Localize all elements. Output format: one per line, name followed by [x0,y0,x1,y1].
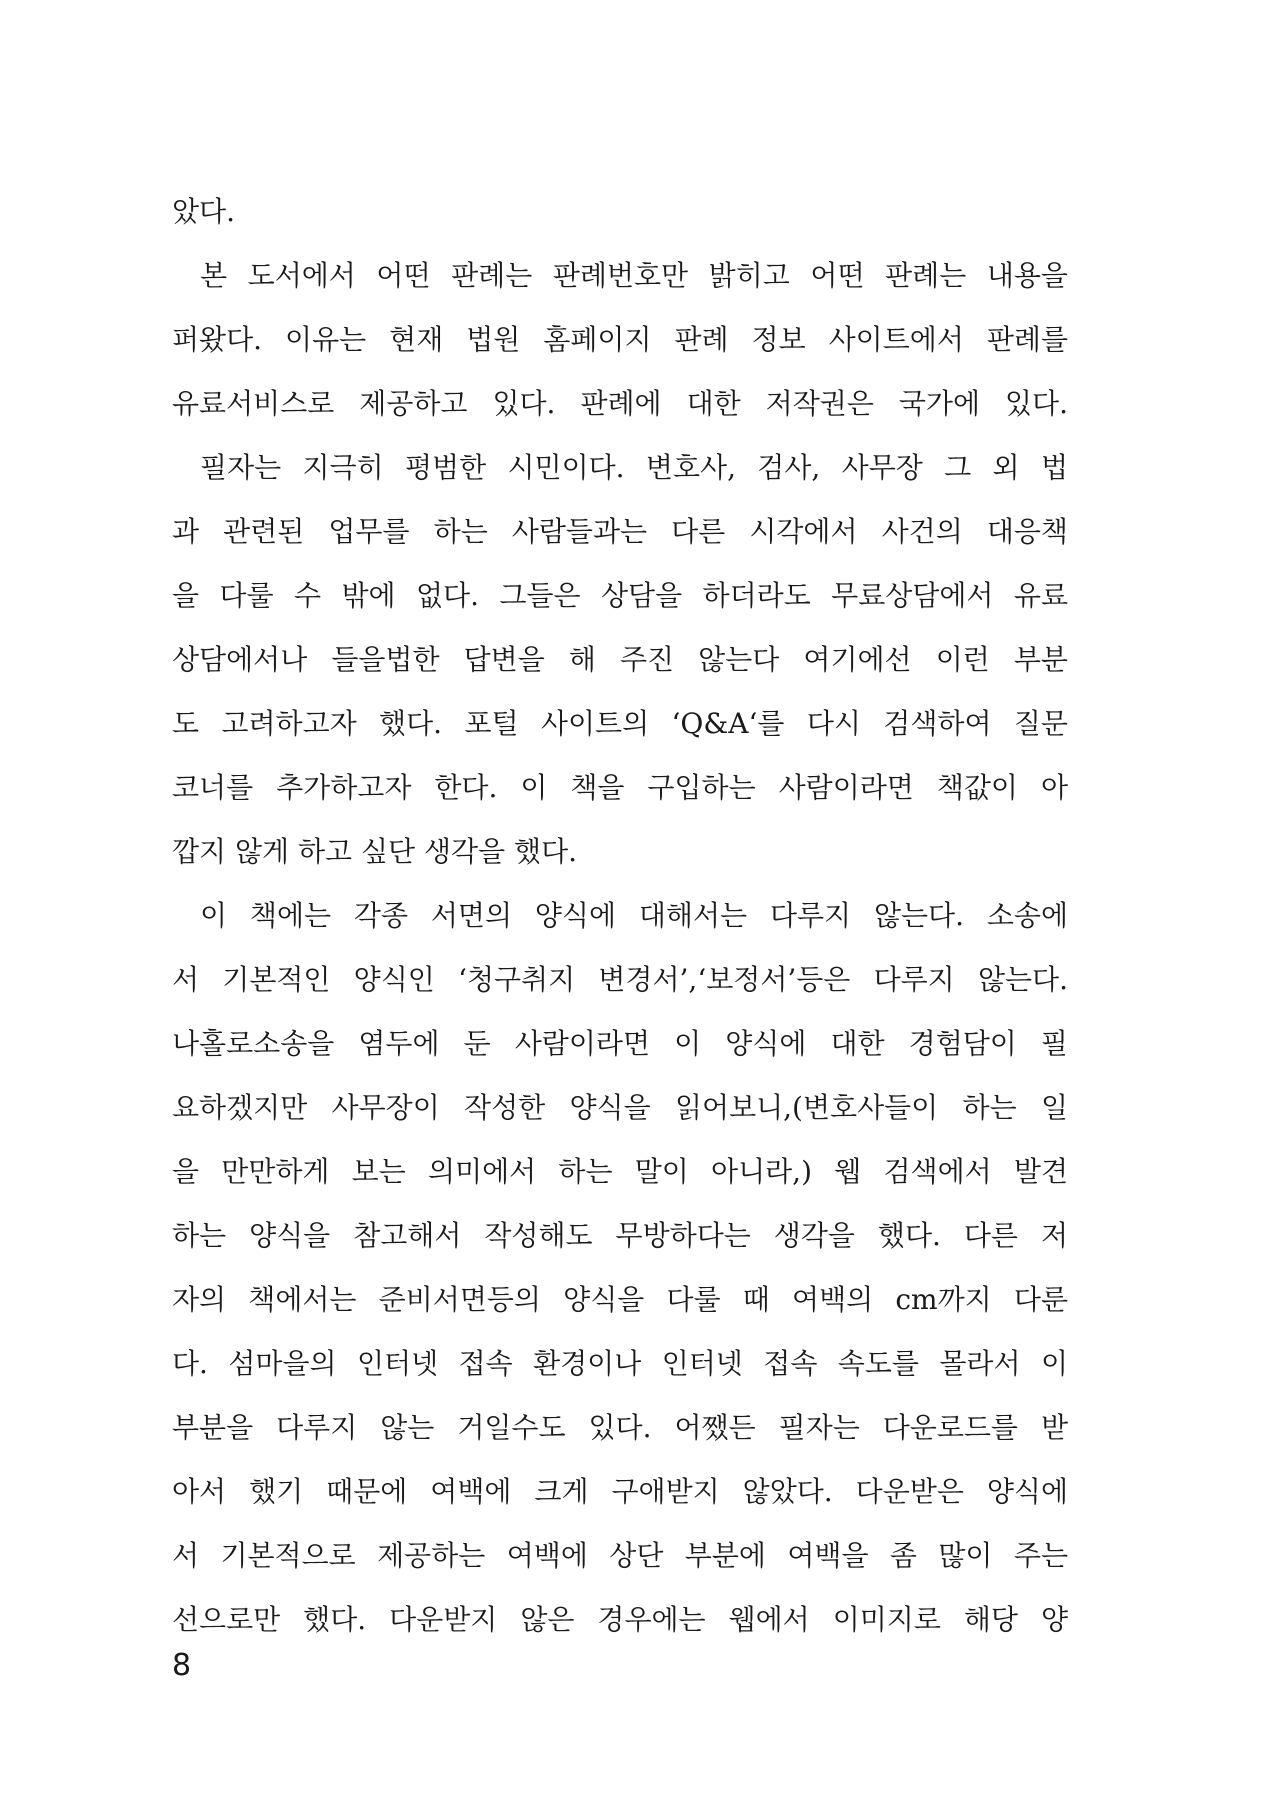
page-number: 8 [172,1648,192,1683]
text-line: 요하겠지만 사무장이 작성한 양식을 읽어보니,(변호사들이 하는 일 [172,1091,1068,1124]
text-line: 코너를 추가하고자 한다. 이 책을 구입하는 사람이라면 책값이 아 [172,771,1068,804]
text-line: 자의 책에서는 준비서면등의 양식을 다룰 때 여백의 cm까지 다룬 [172,1283,1068,1316]
text-line: 나홀로소송을 염두에 둔 사람이라면 이 양식에 대한 경험담이 필 [172,1027,1068,1060]
text-line: 깝지 않게 하고 싶단 생각을 했다. [172,835,578,868]
text-line: 아서 했기 때문에 여백에 크게 구애받지 않았다. 다운받은 양식에 [172,1475,1068,1508]
text-line: 이 책에는 각종 서면의 양식에 대해서는 다루지 않는다. 소송에 [200,899,1068,932]
text-line: 과 관련된 업무를 하는 사람들과는 다른 시각에서 사건의 대응책 [172,515,1068,548]
text-line: 서 기본적으로 제공하는 여백에 상단 부분에 여백을 좀 많이 주는 [172,1539,1068,1572]
text-line: 부분을 다루지 않는 거일수도 있다. 어쨌든 필자는 다운로드를 받 [172,1411,1068,1444]
text-line: 선으로만 했다. 다운받지 않은 경우에는 웹에서 이미지로 해당 양 [172,1603,1068,1636]
body-text [172,180,1068,1652]
text-line: 퍼왔다. 이유는 현재 법원 홈페이지 판례 정보 사이트에서 판례를 [172,323,1068,356]
text-line: 필자는 지극히 평범한 시민이다. 변호사, 검사, 사무장 그 외 법 [200,451,1068,484]
text-line: 다. 섬마을의 인터넷 접속 환경이나 인터넷 접속 속도를 몰라서 이 [172,1347,1068,1380]
text-line: 하는 양식을 참고해서 작성해도 무방하다는 생각을 했다. 다른 저 [172,1219,1068,1252]
text-line: 았다. [172,195,235,228]
text-line: 도 고려하고자 했다. 포털 사이트의 ‘Q&A‘를 다시 검색하여 질문 [172,707,1068,740]
text-line: 서 기본적인 양식인 ‘청구취지 변경서’,‘보정서’등은 다루지 않는다. [172,963,1068,996]
text-line: 유료서비스로 제공하고 있다. 판례에 대한 저작권은 국가에 있다. [172,387,1068,420]
text-line: 본 도서에서 어떤 판례는 판례번호만 밝히고 어떤 판례는 내용을 [200,259,1068,292]
text-line: 을 다룰 수 밖에 없다. 그들은 상담을 하더라도 무료상담에서 유료 [172,579,1068,612]
text-line: 상담에서나 들을법한 답변을 해 주진 않는다 여기에선 이런 부분 [172,643,1068,676]
text-line: 을 만만하게 보는 의미에서 하는 말이 아니라,) 웹 검색에서 발견 [172,1155,1068,1188]
